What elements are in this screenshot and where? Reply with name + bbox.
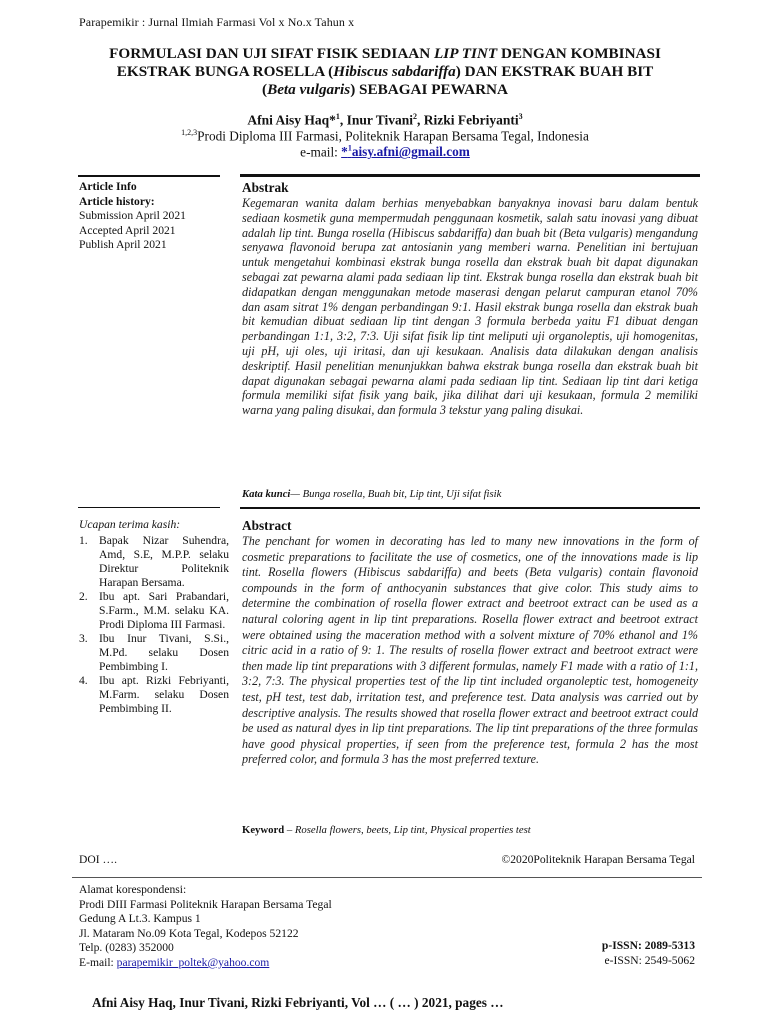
kata-kunci: Kata kunci— Bunga rosella, Buah bit, Lip tint, Uji sifat fisik <box>242 488 502 500</box>
page-footer: Afni Aisy Haq, Inur Tivani, Rizki Febriyanti, Vol … ( … ) 2021, pages … <box>92 995 504 1010</box>
list-item: 4. Ibu apt. Rizki Febriyanti, M.Farm. selaku Dosen Pembimbing II. <box>79 674 229 715</box>
list-item: 1. Bapak Nizar Suhendra, Amd, S.E, M.P.P. selaku Direktur Politeknik Harapan Bersama. <box>79 534 229 589</box>
divider <box>72 877 702 878</box>
article-info-heading: Article Info <box>79 180 137 193</box>
copyright: ©2020Politeknik Harapan Bersama Tegal <box>501 853 695 866</box>
keywords: Keyword – Rosella flowers, beets, Lip tint, Physical properties test <box>242 824 531 836</box>
author-list: Afni Aisy Haq*$^1$, Inur Tivani$^2$, Rizki Febriyanti$^3$ <box>247 112 523 128</box>
abstract-heading: Abstract <box>242 518 292 533</box>
divider <box>78 507 220 508</box>
acknowledgements <box>79 518 229 716</box>
article-info <box>79 180 224 253</box>
abstract-body: The penchant for women in decorating has led to many new innovations in the form of cosmetic preparations to facilitate the use of cosmetics, one of the innovations made is lip tint. Rosella flowers (Hibiscus sabdariffa) and beets (Beta vulgaris) contain flavonoid compounds in the form of anthocyanin substances that give color. This study aims to determine the combination of rosella flower extract and beetroot extract can be used as a natural coloring agent in lip tint preparations. Rosella flower extract and beetroot extract were obtained using the maceration method with a solvent mixture of 70% ethanol and 1% citric acid in a ratio of 9: 1. The results of rosella flower extract and beetroot extract were then made lip tint preparations with 3 different formulas, namely F1 made with a ratio of 1:1, 3:2, 7:3. The physical properties test of the lip tint included organoleptic test, homogeneity test, pH test, test dab, irritation test, and preference test. Data analysis was carried out by descriptive analysis. The results showed that rosella flower extract and beetroot extract could be used as natural dyes in lip tint preparations. The lip tint preparations of the three formulas have good physical properties, if seen from the preference test, formula 2 has the most preferred color, and formula 3 has the most preferred texture. <box>242 534 698 767</box>
list-item: 2. Ibu apt. Sari Prabandari, S.Farm., M.M. selaku KA. Prodi Diploma III Farmasi. <box>79 590 229 631</box>
affiliation: $^{1,2,3}$Prodi Diploma III Farmasi, Politeknik Harapan Bersama Tegal, Indonesia <box>181 128 589 144</box>
author-email: e-mail: *$^1$aisy.afni@gmail.com <box>300 144 470 160</box>
article-history-label: Article history: <box>79 194 155 208</box>
divider <box>78 175 220 177</box>
acknowledgements-heading: Ucapan terima kasih: <box>79 518 181 531</box>
journal-header: Parapemikir : Jurnal Ilmiah Farmasi Vol x No.x Tahun x <box>79 15 355 29</box>
publish-date: Publish April 2021 <box>79 238 167 252</box>
correspondence-address: Alamat korespondensi: Prodi DIII Farmasi Politeknik Harapan Bersama Tegal Gedung A Lt.3. Kampus 1 Jl. Mataram No.09 Kota Tegal, Kodepos 52122 Telp. (0283) 352000 E-mail: parapemikir_poltek@yahoo.com <box>79 883 332 969</box>
doi: DOI …. <box>79 853 117 866</box>
p-issn: p-ISSN: 2089-5313 <box>601 939 695 952</box>
submission-date: Submission April 2021 <box>79 209 186 223</box>
correspondence-email-link[interactable]: parapemikir_poltek@yahoo.com <box>116 955 270 969</box>
divider <box>240 507 700 509</box>
accepted-date: Accepted April 2021 <box>79 223 176 237</box>
divider <box>240 174 700 177</box>
e-issn: e-ISSN: 2549-5062 <box>604 953 695 967</box>
abstrak-heading: Abstrak <box>242 180 289 195</box>
issn <box>602 939 695 968</box>
list-item: 3. Ibu Inur Tivani, S.Si., M.Pd. selaku Dosen Pembimbing I. <box>79 632 229 673</box>
paper-title: FORMULASI DAN UJI SIFAT FISIK SEDIAAN LIP TINT DENGAN KOMBINASI EKSTRAK BUNGA ROSELLA (Hibiscus sabdariffa) DAN EKSTRAK BUAH BIT (Beta vulgaris) SEBAGAI PEWARNA <box>109 45 661 98</box>
abstrak-body: Kegemaran wanita dalam berhias menyebabkan banyaknya inovasi baru dalam bentuk sediaan kosmetik guna mempermudah penggunaan kosmetik, salah satu inovasi yang dibuat adalah lip tint. Bunga rosella (Hibiscus sabdariffa) dan buah bit (Beta vulgaris) mengandung senyawa flavonoid berupa zat antosianin yang memberi warna. Penelitian ini bertujuan untuk mengetahui kombinasi ekstrak bunga rosella dan ekstrak buah bit dapat digunakan sebagai zat pewarna alami pada sediaan lip tint. Ekstrak bunga rosella dan ekstrak buah bit didapatkan dengan menggunakan metode maserasi dengan pelarut campuran etanol 70% dan asam sitrat 1% dengan perbandingan 9:1. Hasil ekstrak bunga rosella dan ekstrak buah bit kemudian dibuat sediaan lip tint dengan 3 formula berbeda yaitu F1 dibuat dengan perbandingan 1:1, 3:2, 7:3. Uji sifat fisik lip tint meliputi uji organoleptis, uji homogenitas, uji pH, uji oles, uji iritasi, dan uji kesukaan. Analisis data dilakukan dengan analisis deskriptif. Hasil penelitian menunjukkan bahwa ekstrak bunga rosella dan ekstrak buah bit dapat digunakan sebagai pewarna alami pada sediaan lip tint. Sediaan lip tint dari ketiga formula memiliki sifat fisik yang baik, jika dilihat dari uji kesukaan, formula 2 memiliki warna yang paling disukai, dan formula 3 tekstur yang paling disukai. <box>242 196 698 418</box>
author-email-link[interactable]: *$^1$aisy.afni@gmail.com <box>341 144 470 160</box>
